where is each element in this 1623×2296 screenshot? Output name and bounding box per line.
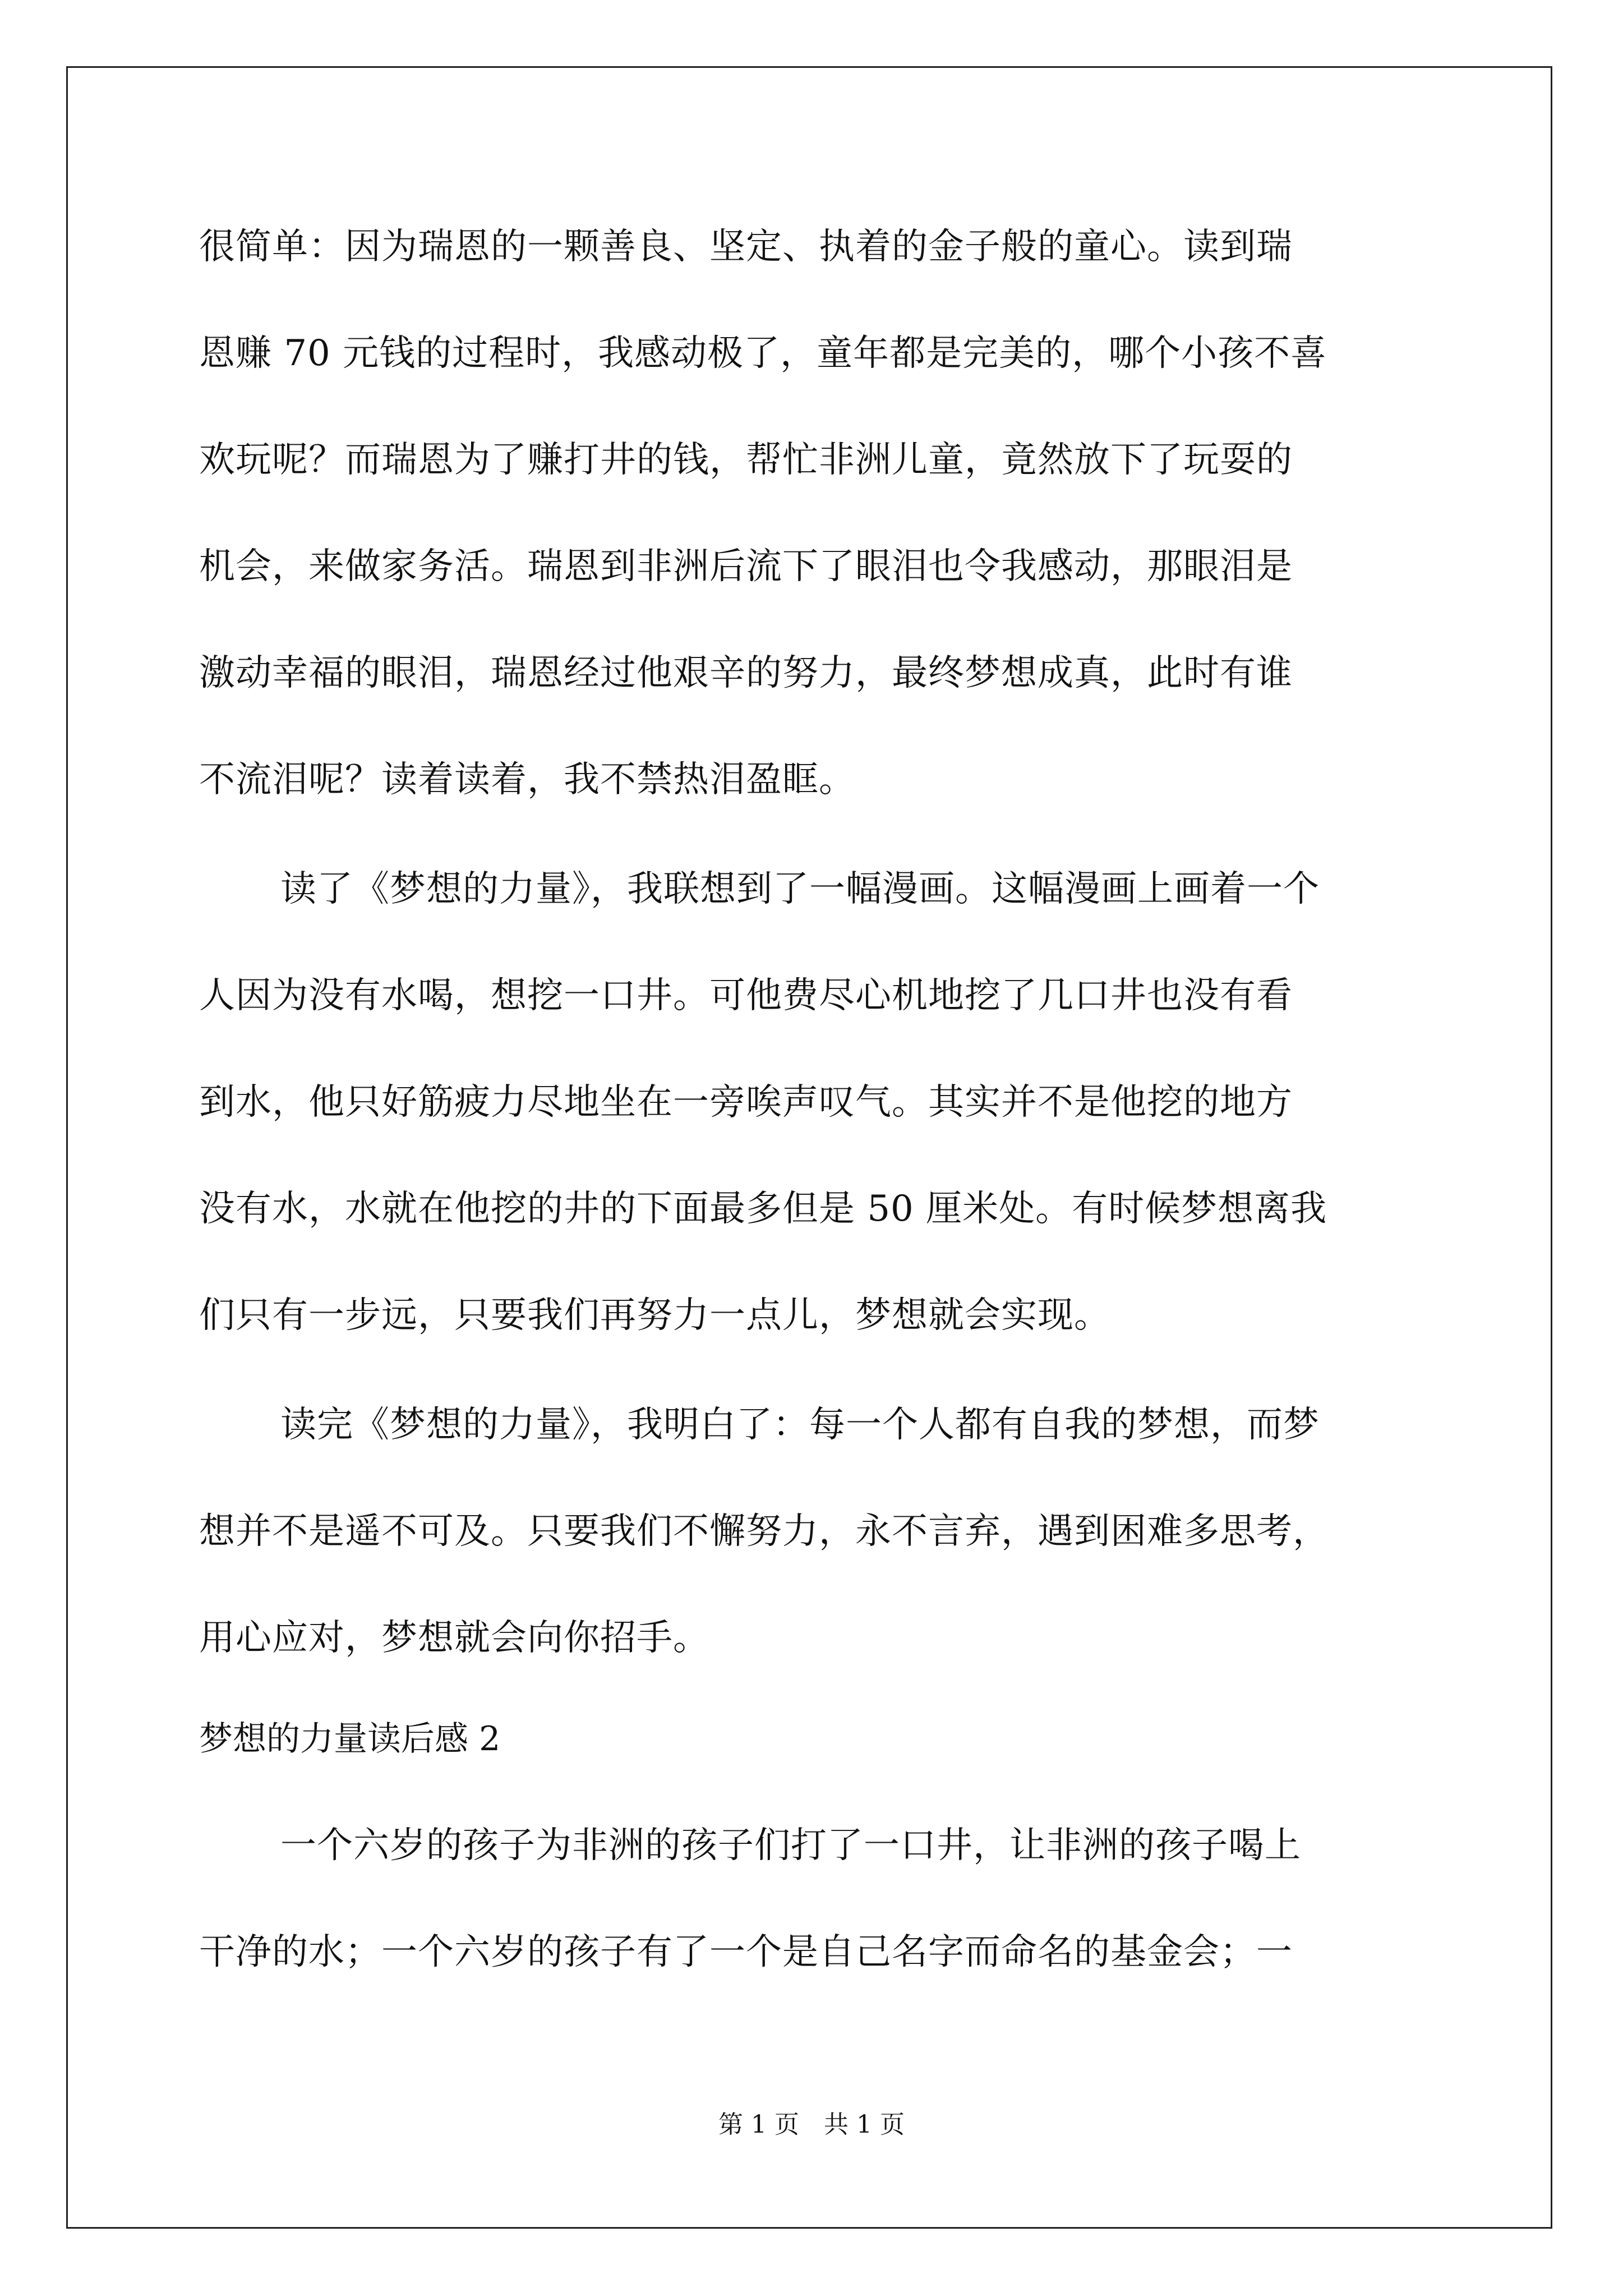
page-footer: 第 1 页 共 1 页 bbox=[718, 2110, 905, 2139]
text-line: 激动幸福的眼泪，瑞恩经过他艰辛的努力，最终梦想成真，此时有谁 bbox=[199, 652, 1293, 694]
text-line: 到水，他只好筋疲力尽地坐在一旁唉声叹气。其实并不是他挖的地方 bbox=[199, 1082, 1293, 1123]
text-line: 恩赚 70 元钱的过程时，我感动极了，童年都是完美的，哪个小孩不喜 bbox=[199, 333, 1327, 374]
text-line: 干净的水；一个六岁的孩子有了一个是自己名字而命名的基金会；一 bbox=[199, 1931, 1293, 1973]
text-line: 人因为没有水喝，想挖一口井。可他费尽心机地挖了几口井也没有看 bbox=[199, 975, 1293, 1016]
text-line: 很简单：因为瑞恩的一颗善良、坚定、执着的金子般的童心。读到瑞 bbox=[199, 226, 1293, 268]
page-frame bbox=[66, 66, 1552, 2229]
text-line: 用心应对，梦想就会向你招手。 bbox=[199, 1617, 709, 1659]
paragraph-start: 一个六岁的孩子为非洲的孩子们打了一口井，让非洲的孩子喝上 bbox=[280, 1825, 1301, 1866]
text-line: 们只有一步远，只要我们再努力一点儿，梦想就会实现。 bbox=[199, 1295, 1110, 1336]
text-line: 想并不是遥不可及。只要我们不懈努力，永不言弃，遇到困难多思考， bbox=[199, 1511, 1329, 1552]
section-heading: 梦想的力量读后感 2 bbox=[199, 1719, 501, 1759]
text-line: 欢玩呢？而瑞恩为了赚打井的钱，帮忙非洲儿童，竟然放下了玩耍的 bbox=[199, 439, 1293, 481]
paragraph-start: 读了《梦想的力量》，我联想到了一幅漫画。这幅漫画上画着一个 bbox=[280, 868, 1320, 910]
text-line: 机会，来做家务活。瑞恩到非洲后流下了眼泪也令我感动，那眼泪是 bbox=[199, 546, 1293, 587]
text-line: 没有水，水就在他挖的井的下面最多但是 50 厘米处。有时候梦想离我 bbox=[199, 1188, 1327, 1230]
paragraph-start: 读完《梦想的力量》，我明白了：每一个人都有自我的梦想，而梦 bbox=[280, 1404, 1320, 1446]
text-line: 不流泪呢？读着读着，我不禁热泪盈眶。 bbox=[199, 759, 855, 800]
